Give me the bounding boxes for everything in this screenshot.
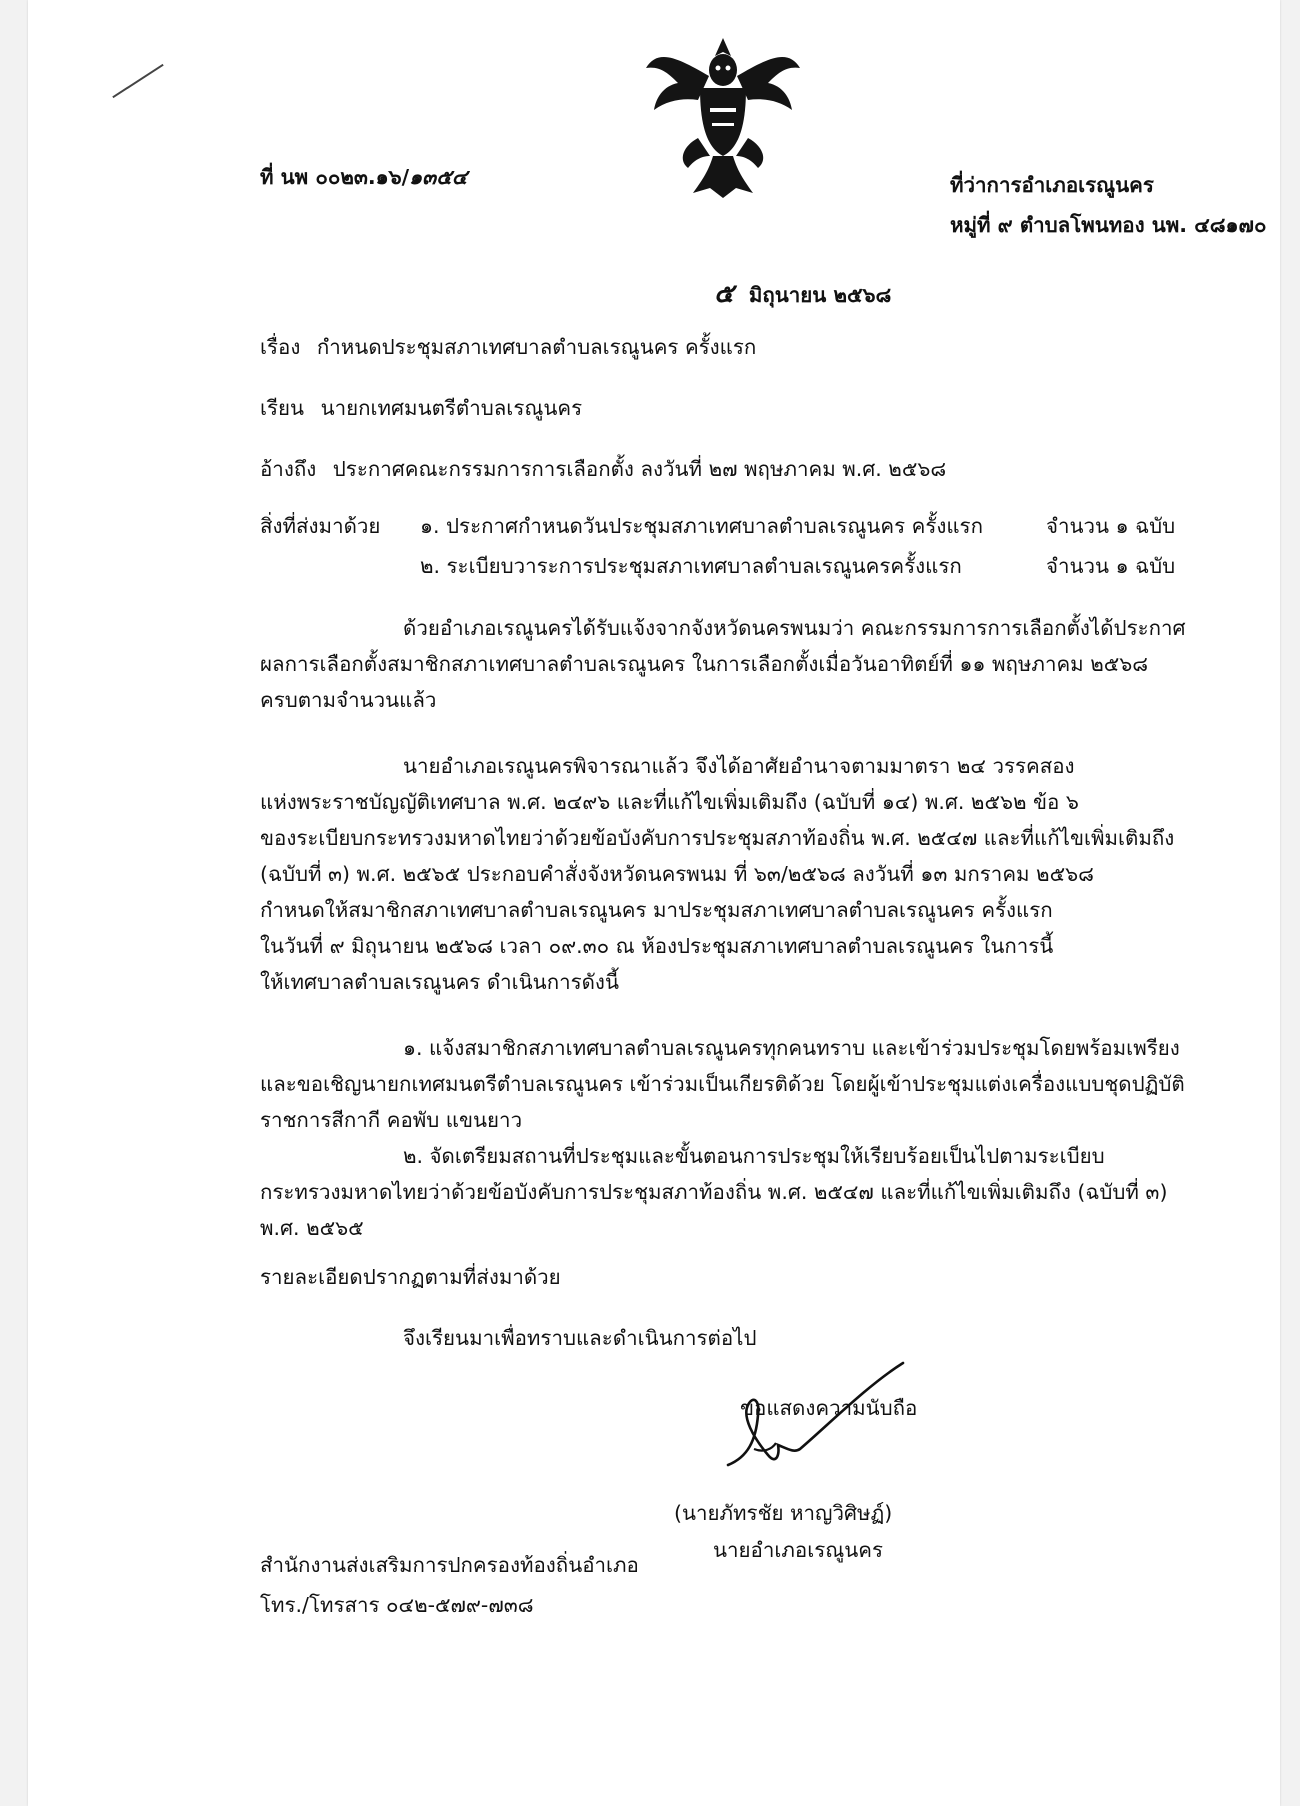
subject-label: เรื่อง <box>260 335 301 359</box>
letter-date <box>714 278 891 312</box>
action-item-line: ราชการสีกากี คอพับ แขนยาว <box>260 1108 523 1132</box>
reference-label: อ้างถึง <box>260 457 317 481</box>
phone-line: โทร./โทรสาร ๐๔๒-๕๗๙-๗๓๘ <box>260 1593 534 1617</box>
reference-text: ประกาศคณะกรรมการการเลือกตั้ง ลงวันที่ ๒๗ พฤษภาคม พ.ศ. ๒๕๖๘ <box>332 457 947 481</box>
garuda-emblem-icon <box>638 28 808 203</box>
paragraph-2 <box>260 748 1215 1000</box>
action-item-line: และขอเชิญนายกเทศมนตรีตำบลเรณูนคร เข้าร่วมเป็นเกียรติด้วย โดยผู้เข้าประชุมแต่งเครื่องแบบชุดปฏิบัติ <box>260 1072 1185 1096</box>
office-address-line2: หมู่ที่ ๙ ตำบลโพนทอง นพ. ๔๘๑๗๐ <box>950 213 1267 237</box>
paragraph-line: (ฉบับที่ ๓) พ.ศ. ๒๕๖๕ ประกอบคำสั่งจังหวัดนครพนม ที่ ๖๓/๒๕๖๘ ลงวันที่ ๑๓ มกราคม ๒๕๖๘ <box>260 862 1094 886</box>
enclosure-item-2: ๒. ระเบียบวาระการประชุมสภาเทศบาลตำบลเรณูนครครั้งแรก <box>420 554 962 578</box>
subject-text: กำหนดประชุมสภาเทศบาลตำบลเรณูนคร ครั้งแรก <box>316 335 757 359</box>
regards-line: ขอแสดงความนับถือ <box>740 1396 918 1420</box>
office-address-line1: ที่ว่าการอำเภอเรณูนคร <box>950 173 1154 197</box>
details-line: รายละเอียดปรากฏตามที่ส่งมาด้วย <box>260 1265 561 1289</box>
action-item-line: ๑. แจ้งสมาชิกสภาเทศบาลตำบลเรณูนครทุกคนทราบ และเข้าร่วมประชุมโดยพร้อมเพรียง <box>403 1036 1180 1060</box>
pen-mark <box>112 64 163 98</box>
subject-line <box>260 334 756 361</box>
date-day-handwritten: ๕ <box>714 279 734 309</box>
action-item-1 <box>260 1030 1215 1138</box>
paragraph-line: ครบตามจำนวนแล้ว <box>260 688 437 712</box>
reference-line <box>260 456 946 483</box>
closing-line: จึงเรียนมาเพื่อทราบและดำเนินการต่อไป <box>403 1326 757 1350</box>
document-number-handwritten: ๑๓๕๔ <box>409 165 468 189</box>
enclosure-label: สิ่งที่ส่งมาด้วย <box>260 514 381 538</box>
paragraph-line: ในวันที่ ๙ มิถุนายน ๒๕๖๘ เวลา ๐๙.๓๐ ณ ห้องประชุมสภาเทศบาลตำบลเรณูนคร ในการนี้ <box>260 934 1054 958</box>
signer-title: นายอำเภอเรณูนคร <box>713 1538 883 1562</box>
action-item-line: กระทรวงมหาดไทยว่าด้วยข้อบังคับการประชุมสภาท้องถิ่น พ.ศ. ๒๕๔๗ และที่แก้ไขเพิ่มเติมถึง (ฉบับที่ ๓) <box>260 1180 1168 1204</box>
action-item-line: ๒. จัดเตรียมสถานที่ประชุมและขั้นตอนการประชุมให้เรียบร้อยเป็นไปตามระเบียบ <box>403 1144 1105 1168</box>
paragraph-line: ของระเบียบกระทรวงมหาดไทยว่าด้วยข้อบังคับการประชุมสภาท้องถิ่น พ.ศ. ๒๕๔๗ และที่แก้ไขเพิ่มเติมถึง <box>260 826 1175 850</box>
document-number <box>260 164 467 191</box>
enclosure-item-1: ๑. ประกาศกำหนดวันประชุมสภาเทศบาลตำบลเรณูนคร ครั้งแรก <box>420 514 983 538</box>
action-item-line: พ.ศ. ๒๕๖๕ <box>260 1216 364 1240</box>
enclosure-qty-2: จำนวน ๑ ฉบับ <box>1046 554 1176 578</box>
paragraph-1 <box>260 610 1215 718</box>
paragraph-line: ให้เทศบาลตำบลเรณูนคร ดำเนินการดังนี้ <box>260 970 619 994</box>
signer-name: (นายภัทรชัย หาญวิศิษฏ์) <box>674 1501 893 1525</box>
paragraph-line: ผลการเลือกตั้งสมาชิกสภาเทศบาลตำบลเรณูนคร ในการเลือกตั้งเมื่อวันอาทิตย์ที่ ๑๑ พฤษภาคม ๒๕๖๘ <box>260 652 1149 676</box>
document-number-prefix: ที่ นพ ๐๐๒๓.๑๖/ <box>260 165 410 189</box>
department-line: สำนักงานส่งเสริมการปกครองท้องถิ่นอำเภอ <box>260 1553 639 1577</box>
letter-page <box>28 0 1280 1806</box>
paragraph-line: กำหนดให้สมาชิกสภาเทศบาลตำบลเรณูนคร มาประชุมสภาเทศบาลตำบลเรณูนคร ครั้งแรก <box>260 898 1053 922</box>
to-label: เรียน <box>260 396 305 420</box>
to-text: นายกเทศมนตรีตำบลเรณูนคร <box>320 396 583 420</box>
paragraph-line: ด้วยอำเภอเรณูนครได้รับแจ้งจากจังหวัดนครพนมว่า คณะกรรมการการเลือกตั้งได้ประกาศ <box>403 616 1186 640</box>
paragraph-line: แห่งพระราชบัญญัติเทศบาล พ.ศ. ๒๔๙๖ และที่แก้ไขเพิ่มเติมถึง (ฉบับที่ ๑๔) พ.ศ. ๒๕๖๒ ข้อ ๖ <box>260 790 1079 814</box>
signature-icon <box>668 1345 928 1475</box>
enclosure-qty-1: จำนวน ๑ ฉบับ <box>1046 514 1176 538</box>
action-item-2 <box>260 1138 1215 1246</box>
date-month-year: มิถุนายน ๒๕๖๘ <box>748 283 892 307</box>
to-line <box>260 395 582 422</box>
paragraph-line: นายอำเภอเรณูนครพิจารณาแล้ว จึงได้อาศัยอำนาจตามมาตรา ๒๔ วรรคสอง <box>403 754 1075 778</box>
